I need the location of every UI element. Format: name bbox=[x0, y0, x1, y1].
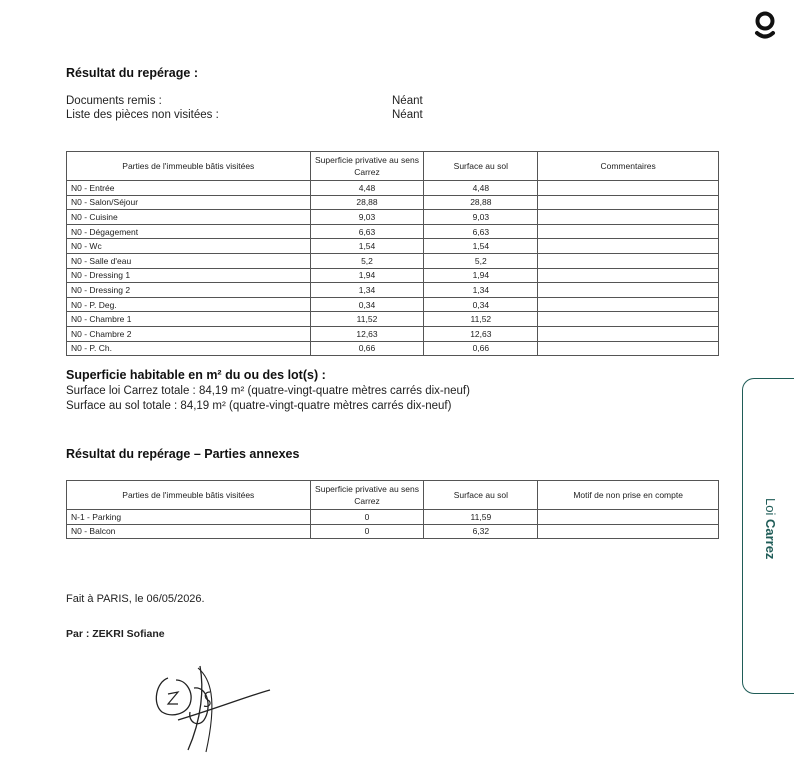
reason-cell bbox=[538, 524, 719, 539]
carrez-cell: 11,52 bbox=[310, 312, 424, 327]
floor-cell: 28,88 bbox=[424, 195, 538, 210]
room-cell: N0 - P. Ch. bbox=[67, 341, 311, 356]
column-header: Surface au sol bbox=[424, 152, 538, 181]
author-line: Par : ZEKRI Sofiane bbox=[66, 628, 165, 640]
comment-cell bbox=[538, 181, 719, 196]
room-cell: N0 - Dressing 2 bbox=[67, 283, 311, 298]
table-row bbox=[67, 195, 719, 210]
side-tab-label bbox=[758, 498, 778, 578]
carrez-cell: 1,94 bbox=[310, 268, 424, 283]
floor-cell: 6,63 bbox=[424, 224, 538, 239]
annex-table bbox=[66, 480, 719, 539]
room-cell: N0 - Dégagement bbox=[67, 224, 311, 239]
non-visited-value: Néant bbox=[392, 109, 423, 121]
table-row bbox=[67, 297, 719, 312]
carrez-cell: 1,54 bbox=[310, 239, 424, 254]
table-row bbox=[67, 224, 719, 239]
place-date: Fait à PARIS, le 06/05/2026. bbox=[66, 593, 205, 605]
floor-cell: 1,34 bbox=[424, 283, 538, 298]
room-cell: N0 - Dressing 1 bbox=[67, 268, 311, 283]
table-row bbox=[67, 268, 719, 283]
comment-cell bbox=[538, 326, 719, 341]
comment-cell bbox=[538, 312, 719, 327]
column-header: Superficie privative au sens Carrez bbox=[310, 481, 424, 510]
reason-cell bbox=[538, 510, 719, 525]
floor-cell: 5,2 bbox=[424, 253, 538, 268]
table-row bbox=[67, 341, 719, 356]
carrez-cell: 12,63 bbox=[310, 326, 424, 341]
side-tab-word-loi: Loi bbox=[763, 498, 778, 519]
comment-cell bbox=[538, 297, 719, 312]
table-header-row bbox=[67, 481, 719, 510]
non-visited-label: Liste des pièces non visitées : bbox=[66, 109, 219, 121]
table-row bbox=[67, 312, 719, 327]
floor-cell: 1,94 bbox=[424, 268, 538, 283]
room-cell: N0 - Salle d'eau bbox=[67, 253, 311, 268]
comment-cell bbox=[538, 195, 719, 210]
comment-cell bbox=[538, 239, 719, 254]
floor-cell: 1,54 bbox=[424, 239, 538, 254]
side-tab-word-carrez: Carrez bbox=[763, 518, 778, 560]
rooms-table bbox=[66, 151, 719, 356]
floor-cell: 0,66 bbox=[424, 341, 538, 356]
signature-image bbox=[138, 658, 278, 758]
floor-total-line: Surface au sol totale : 84,19 m² (quatre-vingt-quatre mètres carrés dix-neuf) bbox=[66, 400, 452, 412]
room-cell: N0 - Entrée bbox=[67, 181, 311, 196]
comment-cell bbox=[538, 210, 719, 225]
table-row bbox=[67, 239, 719, 254]
carrez-cell: 0 bbox=[310, 524, 424, 539]
room-cell: N0 - Cuisine bbox=[67, 210, 311, 225]
table-row bbox=[67, 181, 719, 196]
docs-label: Documents remis : bbox=[66, 95, 162, 107]
comment-cell bbox=[538, 253, 719, 268]
table-row bbox=[67, 210, 719, 225]
docs-value: Néant bbox=[392, 95, 423, 107]
comment-cell bbox=[538, 224, 719, 239]
room-cell: N0 - Balcon bbox=[67, 524, 311, 539]
carrez-cell: 1,34 bbox=[310, 283, 424, 298]
room-cell: N0 - Chambre 2 bbox=[67, 326, 311, 341]
carrez-cell: 0,66 bbox=[310, 341, 424, 356]
floor-cell: 4,48 bbox=[424, 181, 538, 196]
floor-cell: 11,59 bbox=[424, 510, 538, 525]
table-row bbox=[67, 253, 719, 268]
column-header: Superficie privative au sens Carrez bbox=[310, 152, 424, 181]
table-row bbox=[67, 283, 719, 298]
column-header: Parties de l'immeuble bâtis visitées bbox=[67, 481, 311, 510]
carrez-cell: 9,03 bbox=[310, 210, 424, 225]
floor-cell: 0,34 bbox=[424, 297, 538, 312]
carrez-cell: 0,34 bbox=[310, 297, 424, 312]
room-cell: N-1 - Parking bbox=[67, 510, 311, 525]
carrez-cell: 5,2 bbox=[310, 253, 424, 268]
table-row bbox=[67, 524, 719, 539]
room-cell: N0 - P. Deg. bbox=[67, 297, 311, 312]
annex-title: Résultat du repérage – Parties annexes bbox=[66, 447, 300, 461]
floor-cell: 6,32 bbox=[424, 524, 538, 539]
section-title-result: Résultat du repérage : bbox=[66, 66, 198, 80]
column-header: Motif de non prise en compte bbox=[538, 481, 719, 510]
habitable-surface-title: Superficie habitable en m² du ou des lot(s) : bbox=[66, 368, 326, 382]
comment-cell bbox=[538, 341, 719, 356]
table-row bbox=[67, 510, 719, 525]
comment-cell bbox=[538, 268, 719, 283]
room-cell: N0 - Chambre 1 bbox=[67, 312, 311, 327]
floor-cell: 9,03 bbox=[424, 210, 538, 225]
carrez-total-line: Surface loi Carrez totale : 84,19 m² (quatre-vingt-quatre mètres carrés dix-neuf) bbox=[66, 385, 470, 397]
column-header: Commentaires bbox=[538, 152, 719, 181]
carrez-cell: 4,48 bbox=[310, 181, 424, 196]
column-header: Parties de l'immeuble bâtis visitées bbox=[67, 152, 311, 181]
carrez-cell: 28,88 bbox=[310, 195, 424, 210]
room-cell: N0 - Wc bbox=[67, 239, 311, 254]
carrez-cell: 0 bbox=[310, 510, 424, 525]
room-cell: N0 - Salon/Séjour bbox=[67, 195, 311, 210]
column-header: Surface au sol bbox=[424, 481, 538, 510]
carrez-cell: 6,63 bbox=[310, 224, 424, 239]
table-row bbox=[67, 326, 719, 341]
floor-cell: 12,63 bbox=[424, 326, 538, 341]
comment-cell bbox=[538, 283, 719, 298]
floor-cell: 11,52 bbox=[424, 312, 538, 327]
table-header-row bbox=[67, 152, 719, 181]
brand-logo-icon bbox=[752, 10, 778, 40]
